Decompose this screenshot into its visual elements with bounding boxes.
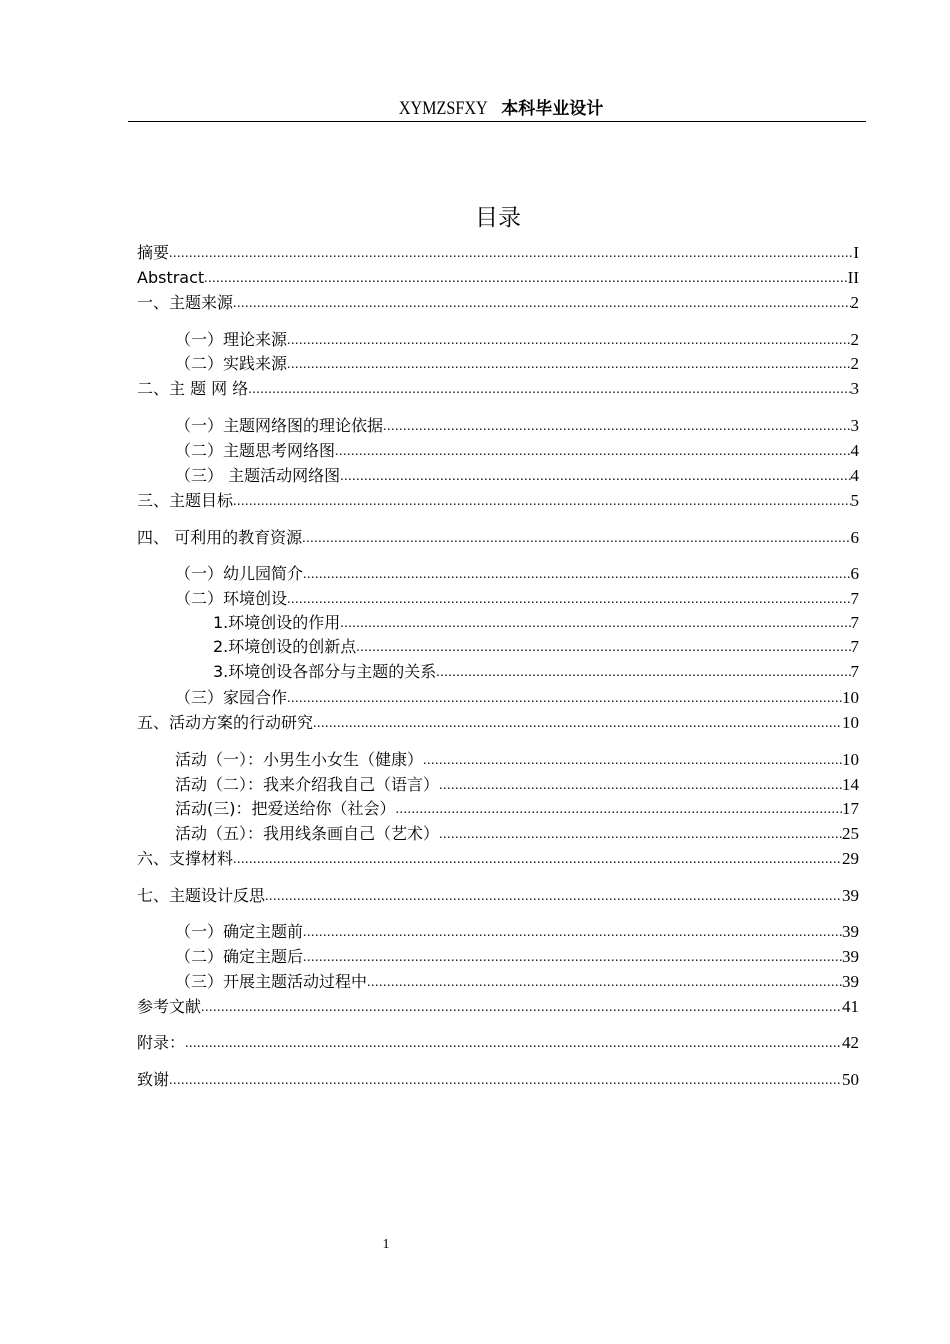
dot-leader: [383, 418, 850, 436]
dot-leader: [423, 752, 842, 770]
toc-entry[interactable]: [137, 526, 859, 548]
dot-leader: [233, 493, 850, 511]
toc-entry-title: 活动（一）：小男生小女生（健康）: [175, 750, 424, 769]
toc-entry-title: （一）主题网络图的理论依据: [175, 416, 384, 435]
toc-entry[interactable]: [137, 1068, 859, 1090]
toc-entry-page: 17: [842, 799, 859, 818]
toc-entry[interactable]: [175, 773, 859, 795]
toc-entry-page: 2: [850, 330, 859, 349]
toc-entry-title: 六、支撑材料: [137, 849, 234, 868]
toc-entry-title: 活动（二）：我来介绍我自己（语言）: [175, 775, 440, 794]
toc-entry[interactable]: [137, 489, 859, 511]
dot-leader: [303, 949, 842, 967]
toc-entry[interactable]: [175, 970, 859, 992]
toc-entry-page: I: [853, 243, 859, 262]
toc-entry-page: 39: [842, 972, 859, 991]
toc-entry-page: 29: [842, 849, 859, 868]
toc-entry-page: 10: [842, 750, 859, 769]
toc-entry-title: 四、 可利用的教育资源: [137, 528, 303, 547]
toc-entry[interactable]: [175, 920, 859, 942]
toc-entry-title: （三）家园合作: [175, 688, 288, 707]
toc-entry-title: （三）开展主题活动过程中: [175, 972, 368, 991]
toc-entry-page: 7: [850, 662, 859, 681]
dot-leader: [340, 468, 850, 486]
dot-leader: [233, 295, 850, 313]
toc-entry-title: Abstract: [137, 268, 205, 287]
dot-leader: [313, 715, 842, 733]
page-header: [128, 96, 866, 122]
toc-entry[interactable]: [175, 414, 859, 436]
dot-leader: [204, 270, 848, 288]
toc-entry-page: 39: [842, 947, 859, 966]
toc-entry-title: 七、主题设计反思: [137, 886, 266, 905]
dot-leader: [335, 443, 850, 461]
dot-leader: [302, 530, 850, 548]
toc-entry-title: （二）实践来源: [175, 354, 288, 373]
toc-entry-title: 五、活动方案的行动研究: [137, 713, 314, 732]
toc-entry-title: 致谢: [137, 1070, 170, 1089]
toc-entry-title: 活动（五）：我用线条画自己（艺术）: [175, 824, 440, 843]
dot-leader: [439, 777, 842, 795]
toc-entry-title: （三） 主题活动网络图: [175, 466, 341, 485]
dot-leader: [396, 801, 843, 819]
toc-entry[interactable]: [137, 884, 859, 906]
toc-entry[interactable]: [213, 611, 859, 633]
toc-entry-title: 摘要: [137, 243, 170, 262]
dot-leader: [340, 615, 850, 633]
toc-entry-page: 10: [842, 688, 859, 707]
toc-title: 目录: [475, 205, 521, 231]
toc-entry-page: 4: [850, 466, 859, 485]
dot-leader: [436, 664, 850, 682]
toc-entry-page: 7: [850, 613, 859, 632]
toc-entry[interactable]: [175, 686, 859, 708]
dot-leader: [356, 639, 850, 657]
toc-entry-page: 3: [850, 416, 859, 435]
toc-entry-page: 2: [850, 293, 859, 312]
toc-entry-title: 二、主 题 网 络: [137, 379, 249, 398]
dot-leader: [248, 381, 850, 399]
page-number: 1: [382, 1237, 390, 1252]
toc-entry[interactable]: [175, 352, 859, 374]
dot-leader: [169, 1072, 842, 1090]
dot-leader: [233, 851, 842, 869]
toc-entry-page: 6: [850, 528, 859, 547]
toc-entry-page: 42: [842, 1033, 859, 1052]
toc-entry-page: 41: [842, 997, 859, 1016]
toc-entry-title: 三、主题目标: [137, 491, 234, 510]
dot-leader: [303, 924, 842, 942]
toc-entry-title: 活动(三)：把爱送给你（社会）: [175, 799, 396, 818]
toc-entry[interactable]: [175, 562, 859, 584]
dot-leader: [287, 591, 850, 609]
toc-entry-title: （一）理论来源: [175, 330, 288, 349]
toc-entry-page: 6: [850, 564, 859, 583]
header-code: XYMZSFXY: [398, 98, 488, 119]
toc-entry-title: 一、主题来源: [137, 293, 234, 312]
toc-entry[interactable]: [213, 635, 859, 657]
dot-leader: [169, 245, 853, 263]
dot-leader: [287, 690, 842, 708]
toc-entry[interactable]: [137, 241, 859, 263]
toc-entry-page: 7: [850, 589, 859, 608]
toc-entry[interactable]: [175, 587, 859, 609]
toc-entry-page: 25: [842, 824, 859, 843]
toc-entry-title: 3.环境创设各部分与主题的关系: [213, 662, 437, 681]
toc-entry-title: 1.环境创设的作用: [213, 613, 341, 632]
toc-entry-page: 4: [850, 441, 859, 460]
toc-entry-page: 5: [850, 491, 859, 510]
toc-entry[interactable]: [175, 797, 859, 819]
toc-entry-title: （一）幼儿园简介: [175, 564, 304, 583]
toc-entry-title: （一）确定主题前: [175, 922, 304, 941]
dot-leader: [367, 974, 842, 992]
dot-leader: [303, 566, 850, 584]
toc-entry-title: （二）确定主题后: [175, 947, 304, 966]
toc-entry[interactable]: [137, 847, 859, 869]
toc-entry[interactable]: [137, 377, 859, 399]
toc-entry[interactable]: [137, 1031, 859, 1053]
toc-entry-page: 39: [842, 886, 859, 905]
dot-leader: [287, 332, 850, 350]
toc-entry-page: 39: [842, 922, 859, 941]
toc-entry-page: 7: [850, 637, 859, 656]
toc-entry-title: 2.环境创设的创新点: [213, 637, 357, 656]
toc-entry-page: II: [847, 268, 859, 287]
toc-entry-title: （二）主题思考网络图: [175, 441, 336, 460]
dot-leader: [201, 999, 842, 1017]
dot-leader: [185, 1035, 842, 1053]
toc-entry[interactable]: [175, 945, 859, 967]
dot-leader: [265, 888, 842, 906]
toc-entry-title: （二）环境创设: [175, 589, 288, 608]
header-title: 本科毕业设计: [501, 99, 604, 119]
toc-entry-page: 50: [842, 1070, 859, 1089]
toc-entry[interactable]: [175, 822, 859, 844]
toc-entry-page: 14: [842, 775, 859, 794]
toc-entry[interactable]: [137, 266, 859, 288]
toc-entry[interactable]: [137, 995, 859, 1017]
toc-entry[interactable]: [175, 464, 859, 486]
toc-entry-page: 10: [842, 713, 859, 732]
toc-entry-page: 3: [850, 379, 859, 398]
toc-entry[interactable]: [175, 439, 859, 461]
toc-entry-title: 参考文献: [137, 997, 202, 1016]
toc-entry[interactable]: [137, 711, 859, 733]
toc-entry[interactable]: [175, 748, 859, 770]
dot-leader: [287, 356, 850, 374]
toc-entry[interactable]: [175, 328, 859, 350]
toc-entry-title: 附录：: [137, 1033, 186, 1052]
toc-entry-page: 2: [850, 354, 859, 373]
toc-entry[interactable]: [137, 291, 859, 313]
toc-entry[interactable]: [213, 660, 859, 682]
dot-leader: [439, 826, 842, 844]
